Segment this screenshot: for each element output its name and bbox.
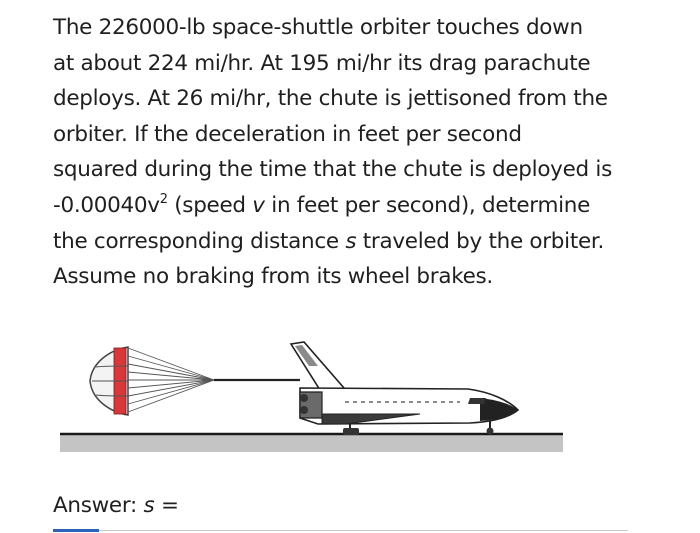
answer-prompt — [53, 493, 179, 518]
answer-equals: = — [154, 493, 179, 518]
deceleration-coefficient: -0.00040v — [53, 192, 160, 218]
orbiter-nose — [480, 398, 518, 421]
problem-text-fragment: traveled by the orbiter. — [356, 228, 604, 254]
engine-nozzle — [300, 394, 308, 402]
engine-nozzle — [300, 406, 308, 414]
problem-text-fragment: the corresponding distance — [53, 228, 346, 254]
problem-text-fragment: in feet per second), determine — [264, 192, 591, 218]
main-landing-gear — [343, 428, 359, 435]
drag-parachute — [90, 347, 300, 415]
nose-landing-gear — [487, 428, 494, 435]
problem-line-2: at about 224 mi/hr. At 195 mi/hr its drag parachute — [53, 50, 591, 76]
problem-line-5: squared during the time that the chute is deployed is — [53, 157, 612, 183]
variable-s: s — [345, 228, 357, 254]
variable-v: v — [252, 192, 265, 218]
answer-input-focus-indicator — [53, 529, 99, 532]
answer-label: Answer: — [53, 493, 144, 518]
problem-line-3: deploys. At 26 mi/hr, the chute is jettisoned from the — [53, 86, 608, 112]
problem-text-fragment: (speed — [167, 192, 253, 218]
parachute-shroud-lines — [128, 348, 214, 412]
answer-input[interactable] — [53, 530, 628, 531]
exponent: 2 — [159, 191, 168, 207]
problem-line-8: Assume no braking from its wheel brakes. — [53, 264, 493, 290]
runway-ground — [60, 434, 563, 452]
problem-line-4: orbiter. If the deceleration in feet per second — [53, 121, 522, 147]
problem-line-1: The 226000-lb space-shuttle orbiter touches down — [53, 15, 583, 40]
space-shuttle-orbiter — [291, 342, 518, 435]
cockpit-window — [468, 398, 486, 404]
answer-variable-s: s — [143, 493, 155, 518]
